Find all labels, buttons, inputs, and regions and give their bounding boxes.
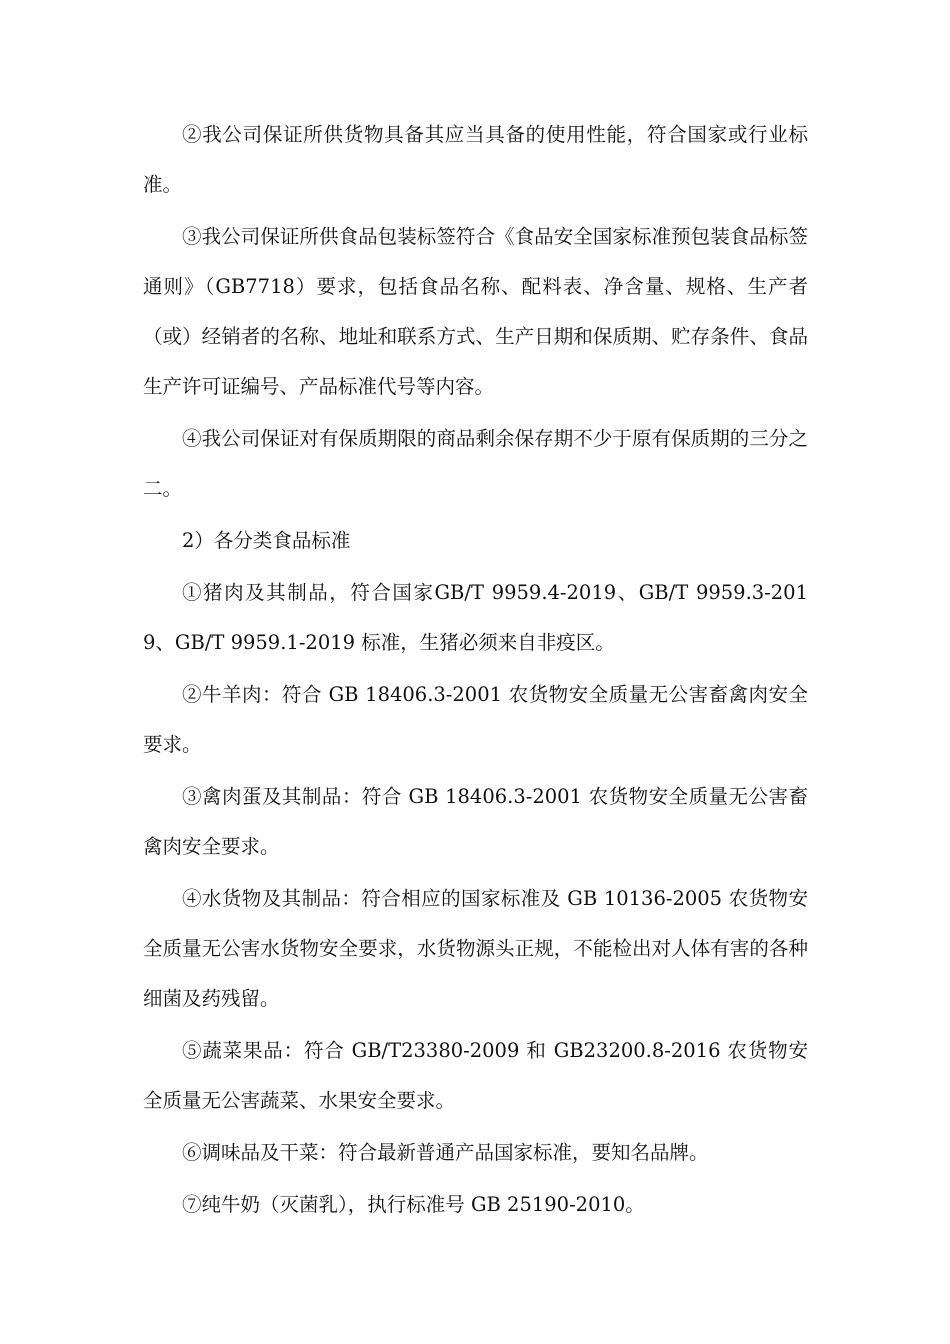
section-heading-food-standards: 2）各分类食品标准: [182, 529, 351, 552]
paragraph-usage-performance: ②我公司保证所供货物具备其应当具备的使用性能，符合国家或行业标准。: [143, 123, 808, 196]
paragraph-packaging-label: ③我公司保证所供食品包装标签符合《食品安全国家标准预包装食品标签通则》（GB7718）要求，包括食品名称、配料表、净含量、规格、生产者（或）经销者的名称、地址和联系方式、生产日期和保质期、贮存条件、食品生产许可证编号、产品标准代号等内容。: [143, 225, 808, 398]
paragraph-shelf-life: ④我公司保证对有保质期限的商品剩余保存期不少于原有保质期的三分之二。: [143, 427, 808, 500]
paragraph-poultry-egg-standard: ③禽肉蛋及其制品：符合 GB 18406.3-2001 农货物安全质量无公害畜禽肉安全要求。: [143, 785, 808, 858]
paragraph-beef-mutton-standard: ②牛羊肉：符合 GB 18406.3-2001 农货物安全质量无公害畜禽肉安全要求。: [143, 683, 808, 756]
document-body: [143, 110, 808, 1232]
paragraph-milk-standard: ⑦纯牛奶（灭菌乳），执行标准号 GB 25190-2010。: [182, 1193, 645, 1216]
paragraph-aquatic-standard: ④水货物及其制品：符合相应的国家标准及 GB 10136-2005 农货物安全质量无公害水货物安全要求，水货物源头正规，不能检出对人体有害的各种细菌及药残留。: [143, 887, 808, 1010]
paragraph-seasoning-standard: ⑥调味品及干菜：符合最新普通产品国家标准，要知名品牌。: [182, 1141, 709, 1164]
paragraph-vegetable-fruit-standard: ⑤蔬菜果品：符合 GB/T23380-2009 和 GB23200.8-2016 农货物安全质量无公害蔬菜、水果安全要求。: [143, 1039, 808, 1112]
paragraph-pork-standard: ①猪肉及其制品，符合国家GB/T 9959.4-2019、GB/T 9959.3-2019、GB/T 9959.1-2019 标准，生猪必须来自非疫区。: [143, 581, 808, 654]
